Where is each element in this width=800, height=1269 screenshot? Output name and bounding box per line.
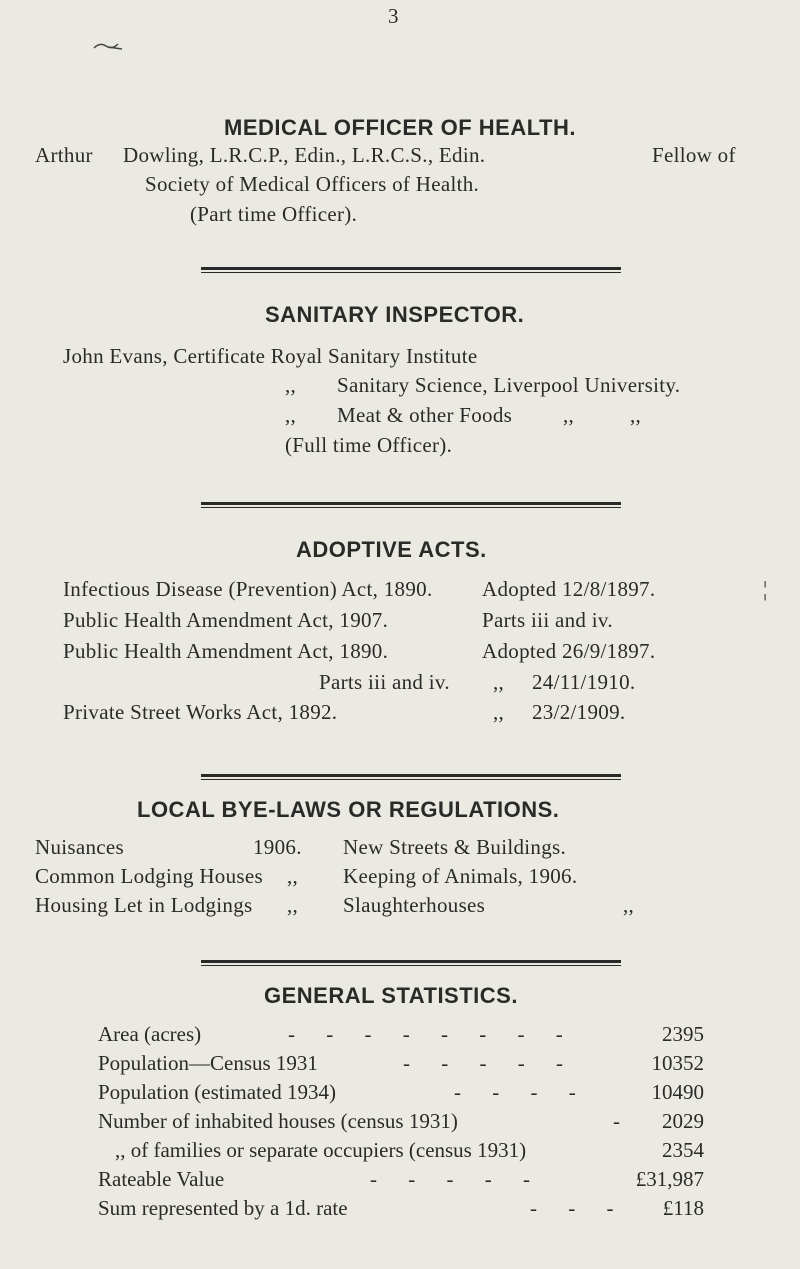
divider [201,965,621,966]
inspector-line2: Sanitary Science, Liverpool University. [337,373,681,397]
stat-row-area [98,1022,704,1050]
stat-value: 2354 [662,1138,704,1162]
moh-line1-name: Arthur [35,143,93,167]
act-row-4: Parts iii and iv. [319,670,450,694]
moh-line1-fellow: Fellow of [652,143,736,167]
stat-row-rateable [98,1167,704,1195]
bracket-mark: ¦ [763,577,768,601]
act-row-5-detail: 23/2/1909. [532,700,626,724]
stat-value: 10352 [651,1051,704,1075]
ink-mark-icon [92,40,124,54]
act-row-2: Public Health Amendment Act, 1907. [63,608,389,632]
act-row-1: Infectious Disease (Prevention) Act, 1890. [63,577,433,601]
moh-line1-qualifications: Dowling, L.R.C.P., Edin., L.R.C.S., Edin. [123,143,486,167]
inspector-heading: SANITARY INSPECTOR. [265,302,525,327]
stat-label: Number of inhabited houses (census 1931) [98,1109,458,1133]
stat-label: ,, of families or separate occupiers (census 1931) [115,1138,527,1162]
leader-dashes: - - - - [454,1080,589,1104]
stat-row-families [98,1138,704,1166]
page-number: 3 [388,4,399,28]
leader-dashes: - - - - - [370,1167,543,1191]
stat-row-census [98,1051,704,1079]
divider [201,779,621,780]
leader-dashes: - - - - - [403,1051,576,1075]
ditto-mark: ,, [630,403,642,427]
stat-row-houses [98,1109,704,1137]
act-row-4-detail: 24/11/1910. [532,670,636,694]
leader-dashes: - - - - - - - - [288,1022,576,1046]
byelaw-right-1: New Streets & Buildings. [343,835,567,859]
ditto-mark: ,, [285,403,297,427]
byelaw-right-2: Keeping of Animals, 1906. [343,864,578,888]
stat-row-penny-rate [98,1196,704,1224]
ditto-mark: ,, [563,403,575,427]
stat-value: £118 [662,1196,704,1220]
moh-heading: MEDICAL OFFICER OF HEALTH. [224,115,576,140]
ditto-mark: ,, [287,893,299,917]
act-row-2-detail: Parts iii and iv. [482,608,613,632]
stat-value: 10490 [651,1080,704,1104]
ditto-mark: ,, [493,700,505,724]
act-row-1-detail: Adopted 12/8/1897. [482,577,656,601]
stat-label: Rateable Value [98,1167,225,1191]
divider [201,507,621,508]
byelaw-left-3: Housing Let in Lodgings [35,893,253,917]
divider [201,267,621,270]
divider [201,774,621,777]
inspector-line3: Meat & other Foods [337,403,513,427]
stat-row-estimated [98,1080,704,1108]
divider [201,502,621,505]
byelaw-left-2: Common Lodging Houses [35,864,263,888]
stat-value: 2395 [662,1022,704,1046]
acts-heading: ADOPTIVE ACTS. [296,537,487,562]
moh-line2: Society of Medical Officers of Health. [145,172,480,196]
ditto-mark: ,, [493,670,505,694]
divider [201,960,621,963]
byelaws-heading: LOCAL BYE-LAWS OR REGULATIONS. [137,797,560,822]
stat-label: Population (estimated 1934) [98,1080,336,1104]
leader-dashes: - [613,1109,633,1133]
leader-dashes: - - - [530,1196,627,1220]
byelaw-left-1: Nuisances [35,835,125,859]
act-row-3-detail: Adopted 26/9/1897. [482,639,656,663]
byelaw-left-1-year: 1906. [253,835,302,859]
byelaw-right-3: Slaughterhouses [343,893,486,917]
stat-value: 2029 [662,1109,704,1133]
act-row-5: Private Street Works Act, 1892. [63,700,338,724]
act-row-3: Public Health Amendment Act, 1890. [63,639,389,663]
stat-label: Population—Census 1931 [98,1051,318,1075]
ditto-mark: ,, [287,864,299,888]
stat-label: Area (acres) [98,1022,202,1046]
ditto-mark: ,, [285,373,297,397]
inspector-line1: John Evans, Certificate Royal Sanitary Institute [63,344,478,368]
stats-heading: GENERAL STATISTICS. [264,983,518,1008]
ditto-mark: ,, [623,893,635,917]
divider [201,272,621,273]
inspector-line4: (Full time Officer). [285,433,453,457]
stat-value: £31,987 [635,1167,704,1191]
moh-line3: (Part time Officer). [190,202,358,226]
stat-label: Sum represented by a 1d. rate [98,1196,348,1220]
